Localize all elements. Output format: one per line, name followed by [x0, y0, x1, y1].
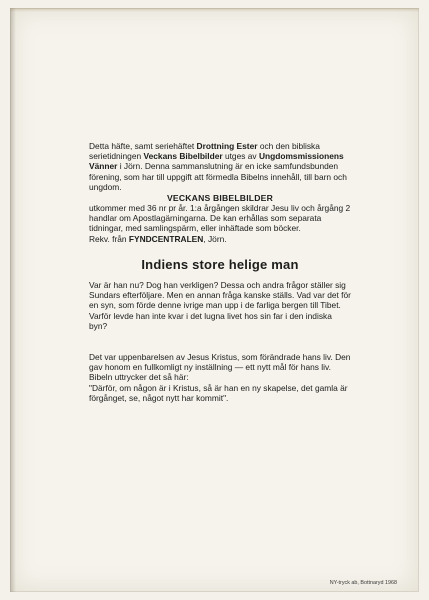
vb-body-text: utkommer med 36 nr pr år. 1:a årgången skildrar Jesu liv och årgång 2 handlar om Apostlagärningarna. De kan erhållas som separata tidningar, med samlingspärm, eller inhäftade som böcker.: [89, 203, 351, 234]
org-ungdomsmissionens-vanner: Ungdomsmissionens Vänner: [89, 151, 344, 172]
article-title: Indiens store helige man: [141, 257, 299, 272]
article-paragraph-1: [89, 280, 351, 331]
veckans-bibelbilder-paragraph: [89, 203, 351, 244]
intro-text: Detta häfte, samt seriehäftet: [89, 141, 197, 151]
org-fyndcentralen: FYNDCENTRALEN: [128, 233, 204, 244]
intro-text: och den bibliska serietidningen: [89, 141, 320, 162]
printer-imprint: NY-tryck ab, Bottnaryd 1968: [329, 580, 397, 586]
page-edge-shadow: [10, 8, 16, 592]
intro-paragraph: [89, 141, 351, 192]
bible-quote: "Därför, om någon är i Kristus, så är han en ny skapelse, det gamla är förgånget, se, något nytt har kommit".: [89, 382, 348, 403]
rekv-prefix: Rekv. från: [89, 233, 129, 244]
title-drottning-ester: Drottning Ester: [196, 141, 258, 151]
intro-text: utges av: [222, 151, 259, 162]
article-text-1: Var är han nu? Dog han verkligen? Dessa och andra frågor ställer sig Sundars efterföljare. Men en annan fråga kanske ställs. Vad var det för en syn, som förde denne ivrige man upp i de farliga bergen till Tibet. Varför levde han inte kvar i det lugna livet hos sin far i den indiska byn?: [89, 280, 351, 331]
section-heading-veckans-bibelbilder: VECKANS BIBELBILDER: [167, 193, 273, 203]
article-paragraph-2: [89, 352, 351, 403]
rekv-suffix: , Jörn.: [203, 233, 227, 244]
title-veckans-bibelbilder: Veckans Bibelbilder: [143, 151, 223, 162]
intro-text: i Jörn. Denna sammanslutning är en icke samfundsbunden förening, som har till uppgift att förmedla Bibelns innehåll, till barn och ungdom.: [89, 161, 347, 192]
page-top-stain: [10, 8, 419, 12]
article-text-2: Det var uppenbarelsen av Jesus Kristus, som förändrade hans liv. Den gav honom en fullkomligt ny inställning — ett nytt mål för hans liv. Bibeln uttrycker det så här:: [89, 352, 351, 383]
